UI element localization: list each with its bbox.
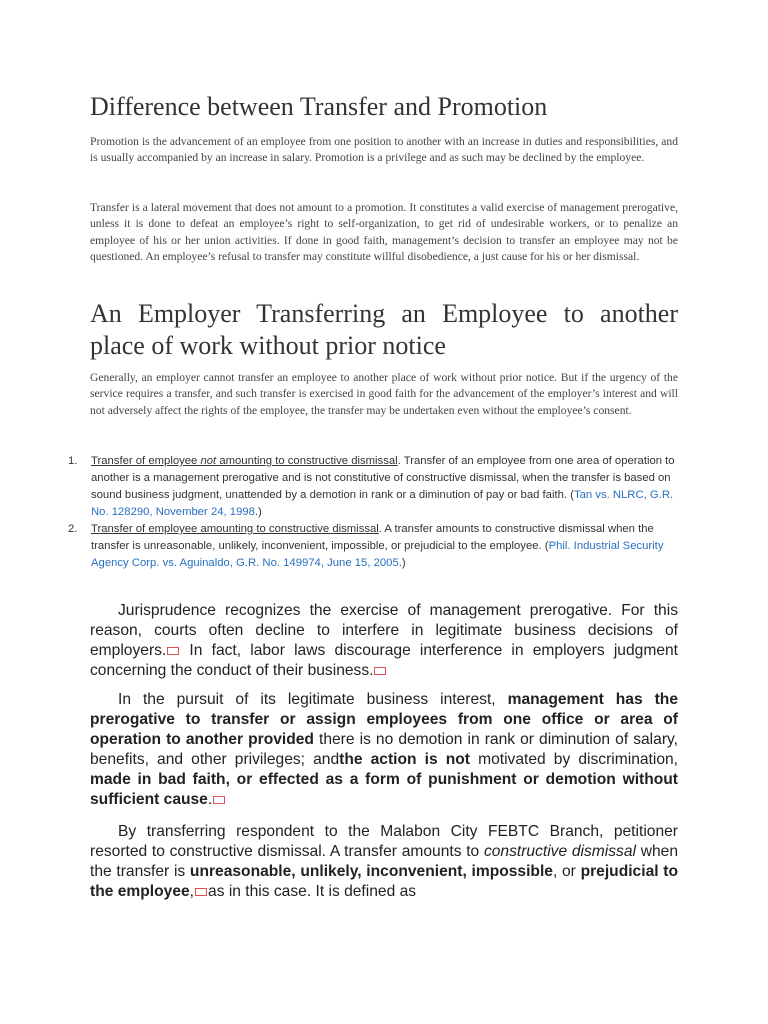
heading-emphasis: not <box>200 455 217 467</box>
list-item-tail: .) <box>398 557 406 569</box>
bold-run: management has the prerogative to transfer or assign employees from one office or area of operation to another provided <box>90 691 678 748</box>
list-item <box>68 453 678 521</box>
list-item-tail: .) <box>254 506 262 518</box>
heading-part: amounting to constructive dismissal <box>216 455 398 467</box>
text-run: , or <box>552 863 581 880</box>
footnote-icon[interactable] <box>195 888 207 896</box>
bold-run: the action is not <box>339 751 470 768</box>
footnote-icon[interactable] <box>167 647 179 655</box>
text-run: In the pursuit of its legitimate business interest, <box>118 691 508 708</box>
paragraph-jurisprudence <box>90 601 678 681</box>
list-number: 2. <box>68 523 78 535</box>
list-item-body: . Transfer of an employee from one area of operation to another is a management prerogative and is not constitutive of constructive dismissal, when the transfer is based on sound business judgment, unattended by a demotion in rank or a diminution of pay or bad faith. ( <box>91 455 675 501</box>
text-run: By transferring respondent to the Malabon City FEBTC Branch, petitioner resorted to constructive dismissal. A transfer amounts to <box>90 823 678 860</box>
case-citation-link[interactable]: Tan vs. NLRC, G.R. No. 128290, November 24, 1998 <box>91 489 674 518</box>
text-run: there is no demotion in rank or diminution of salary, benefits, and other privileges; and <box>90 731 678 768</box>
italic-run: constructive dismissal <box>483 843 636 860</box>
text-run: In fact, labor laws discourage interference in employers judgment concerning the conduct of their business. <box>90 642 678 679</box>
footnote-icon[interactable] <box>213 796 225 804</box>
paragraph-malabon <box>90 822 678 902</box>
footnote-icon[interactable] <box>374 667 386 675</box>
paragraph-promotion: Promotion is the advancement of an employee from one position to another with an increase in duties and responsibilities, and is usually accompanied by an increase in salary. Promotion is a privilege and as such may be declined by the employee. <box>90 135 678 165</box>
bold-run: unreasonable, unlikely, inconvenient, impossible <box>189 863 553 880</box>
list-number: 1. <box>68 455 78 467</box>
list-item-heading <box>91 455 398 467</box>
case-citation-link[interactable]: Phil. Industrial Security Agency Corp. vs. Aguinaldo, G.R. No. 149974, June 15, 2005 <box>91 540 664 569</box>
heading-difference-transfer-promotion: Difference between Transfer and Promotion <box>90 92 548 121</box>
bold-run: made in bad faith, or effected as a form of punishment or demotion without sufficient cause <box>90 771 678 808</box>
heading-employer-transferring: An Employer Transferring an Employee to another place of work without prior notice <box>90 299 678 360</box>
text-run: Jurisprudence recognizes the exercise of management prerogative. For this reason, courts often decline to interfere in legitimate business decisions of employers. <box>90 602 678 659</box>
text-run: as in this case. It is defined as <box>208 883 417 900</box>
heading-part: Transfer of employee <box>91 455 201 467</box>
paragraph-generally: Generally, an employer cannot transfer an employee to another place of work without prior notice. But if the urgency of the service requires a transfer, and such transfer is exercised in good faith for the advancement of the employer’s interest and will not adversely affect the rights of the employee, the transfer may be undertaken even without the employee’s consent. <box>90 371 678 417</box>
text-run: . <box>207 791 213 808</box>
constructive-dismissal-list <box>68 453 678 572</box>
text-run: when the transfer is <box>90 843 678 880</box>
list-item <box>68 521 678 572</box>
list-item-heading: Transfer of employee amounting to constructive dismissal <box>91 523 379 535</box>
text-run: motivated by discrimination, <box>469 751 679 768</box>
paragraph-transfer: Transfer is a lateral movement that does not amount to a promotion. It constitutes a valid exercise of management prerogative, unless it is done to defeat an employee’s right to self-organization, to get rid of undesirable workers, or to penalize an employee of his or her union activities. If done in good faith, management’s decision to transfer an employee may not be questioned. An employee’s refusal to transfer may constitute willful disobedience, a just cause for his or her dismissal. <box>90 201 678 263</box>
text-run: , <box>189 883 195 900</box>
bold-run: prejudicial to the employee <box>90 863 678 900</box>
list-item-body: . A transfer amounts to constructive dismissal when the transfer is unreasonable, unlikely, inconvenient, impossible, or prejudicial to the employee. ( <box>91 523 654 552</box>
paragraph-pursuit <box>90 690 678 810</box>
